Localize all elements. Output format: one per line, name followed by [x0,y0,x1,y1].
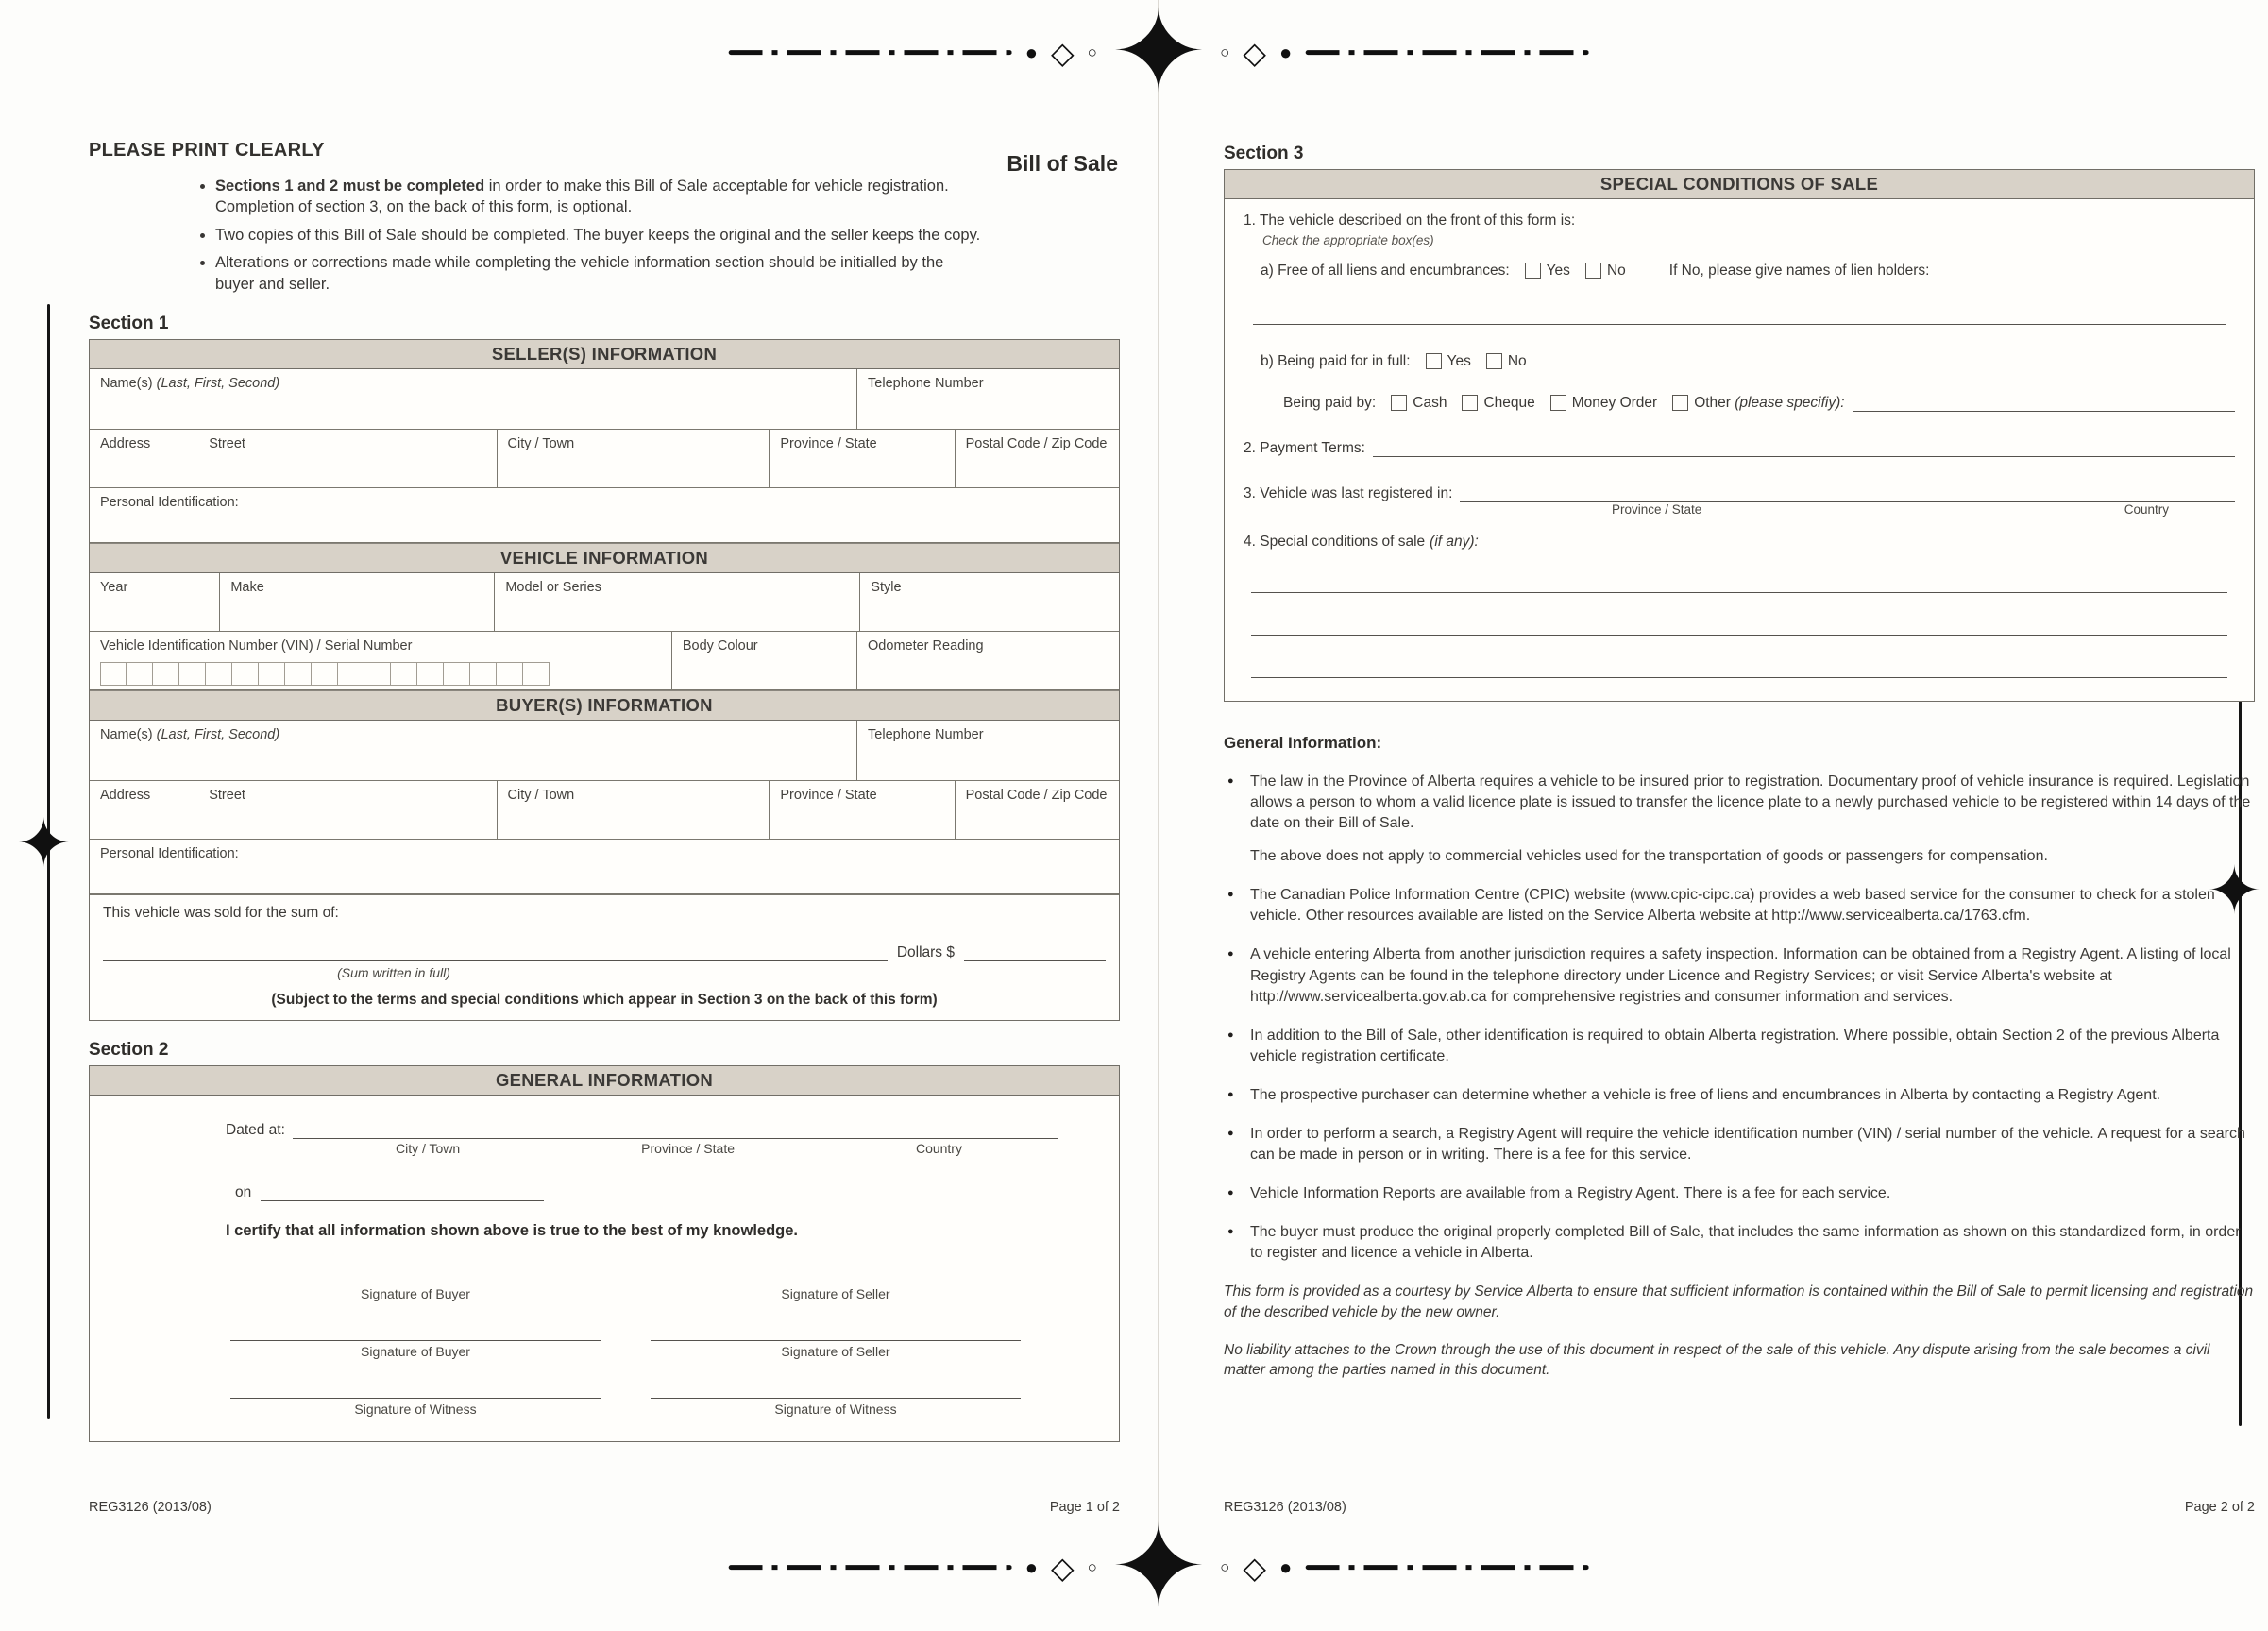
dated-at-label: Dated at: [226,1122,285,1139]
seller-personal-id-row [90,488,1119,543]
vin-box[interactable] [312,662,338,686]
four-point-star-icon: ✦ [1109,0,1208,117]
payment-terms-label: 2. Payment Terms: [1244,440,1365,456]
vin-box[interactable] [127,662,153,686]
dot-icon: ● [1024,1555,1038,1579]
diamond-icon: ◇ [1050,36,1075,70]
odometer-label: Odometer Reading [868,638,984,654]
special-conditions-field[interactable] [1251,619,2227,636]
circle-icon: ○ [1220,43,1230,62]
yes-label: Yes [1447,353,1471,369]
certify-statement: I certify that all information shown above is true to the best of my knowledge. [226,1222,799,1240]
if-no-label: If No, please give names of lien holders: [1668,263,1930,279]
center-crease-line [1158,0,1159,1596]
buyer-name-label: Name(s) [100,727,153,743]
section-3-content [1225,199,2254,701]
circle-icon: ○ [1087,1558,1097,1577]
signature-label: Signature of Witness [354,1402,477,1418]
vin-box[interactable] [232,662,259,686]
liens-yes-checkbox[interactable] [1525,263,1541,279]
signature-block [230,1326,601,1359]
info-bullet [1224,944,2255,1007]
country-label: Country [915,1141,962,1157]
buyer-province-label: Province / State [780,788,877,804]
seller-postal-label: Postal Code / Zip Code [965,436,1108,452]
instruction-item [215,225,984,246]
sum-written-field[interactable] [103,944,888,961]
odometer-field[interactable] [856,632,1119,689]
info-bullet [1224,772,2255,867]
special-conditions-field[interactable] [1251,661,2227,678]
page-2-footer [1224,1500,2255,1515]
paid-full-yes-checkbox[interactable] [1426,353,1442,369]
buyer-street-field[interactable] [90,781,497,839]
buyer-name-hint: (Last, First, Second) [156,727,280,743]
seller-phone-field[interactable] [856,369,1119,429]
instruction-text: in order to make this Bill of Sale acceptable for vehicle registration. Completion of section 3, on the back of this form, is optional. [215,178,949,216]
buyer-info-header: BUYER(S) INFORMATION [90,690,1119,721]
cash-label: Cash [1413,395,1447,411]
instruction-bold: Sections 1 and 2 must be completed [215,178,485,195]
other-specify-field[interactable] [1853,395,2235,412]
cash-checkbox[interactable] [1391,395,1407,411]
signature-label: Signature of Seller [781,1286,890,1302]
last-registered-label: 3. Vehicle was last registered in: [1244,485,1453,501]
buyer-postal-field[interactable] [955,781,1119,839]
cheque-checkbox[interactable] [1462,395,1478,411]
country-label: Country [2124,502,2169,517]
vin-box[interactable] [153,662,179,686]
signature-label: Signature of Buyer [361,1344,470,1360]
last-registered-sublabels [1612,502,2169,517]
vehicle-model-label: Model or Series [505,580,601,596]
buyer-signature-line[interactable] [230,1326,601,1341]
cheque-label: Cheque [1483,395,1535,411]
dash-dot-line [1305,51,1588,56]
vin-box[interactable] [179,662,206,686]
check-boxes-hint: Check the appropriate box(es) [1262,233,1434,247]
bullet-text: The prospective purchaser can determine whether a vehicle is free of liens and encumbrances in Alberta by contacting a Registry Agent. [1250,1086,2161,1103]
info-bullet [1224,885,2255,926]
money-order-label: Money Order [1571,395,1658,411]
info-bullet [1224,1026,2255,1067]
dated-at-sublabels [396,1141,962,1156]
form-number: REG3126 (2013/08) [1224,1500,1346,1515]
diamond-icon: ◇ [1243,1551,1267,1585]
vin-box[interactable] [523,662,550,686]
section-1-label: Section 1 [89,314,169,334]
seller-province-field[interactable] [769,430,954,487]
special-conditions-row [1244,534,2235,551]
vin-field[interactable] [90,632,671,689]
vin-box[interactable] [100,662,127,686]
dash-dot-line [1305,1566,1588,1571]
vehicle-row-2 [90,632,1119,690]
lien-holders-field[interactable] [1253,308,2226,325]
vehicle-style-label: Style [871,580,902,596]
vehicle-info-header: VEHICLE INFORMATION [90,543,1119,573]
section-2-label: Section 2 [89,1040,169,1061]
dollars-label: Dollars $ [896,944,955,961]
dash-dot-line [729,51,1012,56]
section-1-form [89,339,1120,1021]
vin-box[interactable] [497,662,523,686]
seller-name-label: Name(s) [100,376,153,392]
seller-name-field[interactable] [90,369,856,429]
buyer-personal-id-label: Personal Identification: [100,846,239,862]
no-label: No [1606,263,1626,279]
buyer-province-field[interactable] [769,781,954,839]
section-3-form [1224,169,2255,702]
section-2-content [90,1096,1119,1441]
page-number: Page 1 of 2 [1049,1500,1120,1515]
vin-box[interactable] [444,662,470,686]
instruction-text: Two copies of this Bill of Sale should be completed. The buyer keeps the original and the seller keeps the copy. [215,226,981,244]
diamond-icon: ◇ [1243,36,1267,70]
vehicle-year-label: Year [100,580,128,596]
info-bullet [1224,1183,2255,1204]
buyer-signature-line[interactable] [230,1268,601,1283]
buyer-personal-id-row [90,840,1119,894]
instruction-item [215,176,984,218]
buyer-city-label: City / Town [507,788,575,804]
seller-city-label: City / Town [507,436,575,452]
special-conditions-header: SPECIAL CONDITIONS OF SALE [1225,170,2254,199]
vehicle-make-field[interactable] [219,573,494,631]
vin-box[interactable] [470,662,497,686]
courtesy-notes [1224,1282,2255,1381]
payment-terms-field[interactable] [1373,440,2235,457]
circle-icon: ○ [1087,43,1097,62]
seller-personal-id-field[interactable] [90,488,1119,542]
dot-icon: ● [1024,41,1038,64]
yes-label: Yes [1546,263,1570,279]
province-state-label: Province / State [641,1141,735,1157]
paid-in-full-row [1261,353,2235,370]
signature-block [651,1384,1021,1417]
buyer-personal-id-field[interactable] [90,840,1119,893]
seller-city-field[interactable] [497,430,770,487]
dot-icon: ● [1279,1555,1293,1579]
bullet-note: The above does not apply to commercial vehicles used for the transportation of goods or passengers for compensation. [1250,848,2048,865]
liens-no-checkbox[interactable] [1585,263,1601,279]
circle-icon: ○ [1220,1558,1230,1577]
body-colour-field[interactable] [671,632,856,689]
buyer-address-row [90,781,1119,840]
signature-label: Signature of Seller [781,1344,890,1360]
diamond-icon: ◇ [1050,1551,1075,1585]
four-point-star-icon: ✦ [16,807,72,880]
vin-box[interactable] [206,662,232,686]
payment-terms-row [1244,440,2235,457]
buyer-city-field[interactable] [497,781,770,839]
courtesy-note: This form is provided as a courtesy by Service Alberta to ensure that sufficient information is contained within the Bill of Sale to permit licensing and registration of the described vehicle by the new owner. [1224,1283,2254,1321]
bullet-text: In addition to the Bill of Sale, other identification is required to obtain Alberta registration. Where possible, obtain Section 2 of the previous Alberta vehicle registration certificate. [1250,1027,2220,1064]
seller-province-label: Province / State [780,436,877,452]
form-number: REG3126 (2013/08) [89,1500,212,1515]
other-hint: (please specifiy): [1735,395,1845,411]
last-registered-field[interactable] [1460,485,2235,502]
other-label: Other [1694,395,1731,411]
signature-block [651,1326,1021,1359]
buyer-name-field[interactable] [90,721,856,780]
body-colour-label: Body Colour [682,638,758,654]
bullet-text: The Canadian Police Information Centre (CPIC) website (www.cpic-cipc.ca) provides a web based service for the consumer to check for a stolen vehicle. Other resources available are listed on the Service Alberta website at http://www.servicealberta.ca/1763.cfm. [1250,887,2215,925]
bullet-text: Vehicle Information Reports are available from a Registry Agent. There is a fee for each service. [1250,1185,1891,1202]
info-bullet [1224,1085,2255,1106]
instruction-text: Alterations or corrections made while completing the vehicle information section should be initialled by the buyer and seller. [215,254,944,293]
province-state-label: Province / State [1612,502,1702,517]
signature-row [230,1384,1021,1417]
buyer-phone-label: Telephone Number [868,727,984,743]
section-3-label: Section 3 [1224,144,1304,163]
four-point-star-icon: ✦ [2207,854,2262,927]
page-number: Page 2 of 2 [2184,1500,2255,1515]
liens-label: a) Free of all liens and encumbrances: [1261,263,1510,279]
info-bullet [1224,1124,2255,1165]
vin-box[interactable] [364,662,391,686]
liability-note: No liability attaches to the Crown through the use of this document in respect of the sale of this vehicle. Any dispute arising from the sale becomes a civil matter among the parties named in this document. [1224,1341,2210,1379]
buyer-postal-label: Postal Code / Zip Code [965,788,1108,804]
vin-label: Vehicle Identification Number (VIN) / Serial Number [100,638,413,654]
seller-name-hint: (Last, First, Second) [156,376,280,392]
vehicle-model-field[interactable] [494,573,859,631]
page-2 [1224,140,2255,1515]
seller-address-row [90,430,1119,488]
dated-at-row [226,1122,1058,1139]
date-row [235,1184,1087,1201]
signature-block [230,1268,601,1301]
vin-box[interactable] [259,662,285,686]
sum-line [103,944,1106,961]
bullet-text: The law in the Province of Alberta requires a vehicle to be insured prior to registration. Documentary proof of vehicle insurance is required. Legislation allows a person to whom a valid licence plate is issued to transfer the licence plate to a newly purchased vehicle to be registered within 14 days of the date on their Bill of Sale. [1250,773,2251,832]
last-registered-row [1244,485,2235,502]
four-point-star-icon: ✦ [1109,1503,1208,1631]
vin-box[interactable] [391,662,417,686]
signature-row [230,1268,1021,1301]
instructions-list [200,176,984,295]
signature-label: Signature of Witness [774,1402,897,1418]
general-information-list [1224,772,2255,1264]
section-2-form [89,1065,1120,1442]
vin-box[interactable] [285,662,312,686]
other-checkbox[interactable] [1672,395,1688,411]
buyer-phone-field[interactable] [856,721,1119,780]
special-conditions-label: 4. Special conditions of sale [1244,534,1426,550]
general-information-title: General Information: [1224,734,1382,752]
page-1-header [89,140,1120,174]
on-label: on [235,1184,252,1201]
paid-by-label: Being paid by: [1283,395,1377,411]
dollar-amount-field[interactable] [964,944,1106,961]
signature-row [230,1326,1021,1359]
page-1-footer [89,1500,1120,1515]
seller-signature-line[interactable] [651,1268,1021,1283]
page-1 [89,140,1120,1515]
vin-box[interactable] [338,662,364,686]
general-info-header: GENERAL INFORMATION [90,1066,1119,1096]
signature-label: Signature of Buyer [361,1286,470,1302]
sold-for-label: This vehicle was sold for the sum of: [103,905,339,922]
dated-at-field[interactable] [293,1122,1058,1139]
buyer-address-label: Address [100,788,151,804]
seller-signature-line[interactable] [651,1326,1021,1341]
sum-written-hint: (Sum written in full) [337,965,450,981]
buyer-name-row [90,721,1119,781]
no-label: No [1507,353,1527,369]
seller-phone-label: Telephone Number [868,376,984,392]
special-conditions-field[interactable] [1251,576,2227,593]
vin-boxes [100,662,661,686]
dash-dot-line [729,1566,1012,1571]
seller-personal-id-label: Personal Identification: [100,495,239,511]
seller-address-label: Address [100,436,151,452]
seller-street-field[interactable] [90,430,497,487]
paid-full-no-checkbox[interactable] [1486,353,1502,369]
buyer-street-label: Street [209,788,245,804]
special-conditions-hint: (if any): [1430,534,1479,550]
vehicle-make-label: Make [230,580,264,596]
vehicle-style-field[interactable] [859,573,1119,631]
info-bullet [1224,1222,2255,1264]
paid-in-full-label: b) Being paid for in full: [1261,353,1411,369]
top-ornament [729,0,1589,117]
bullet-text: The buyer must produce the original properly completed Bill of Sale, that includes the same information as shown on this standardized form, in order to register and licence a vehicle in Alberta. [1250,1224,2241,1262]
vin-box[interactable] [417,662,444,686]
vehicle-year-field[interactable] [90,573,219,631]
dot-icon: ● [1279,41,1293,64]
paid-by-row [1283,395,2235,412]
signature-block [651,1268,1021,1301]
instruction-item [215,252,984,295]
sale-sum-area [90,894,1119,1020]
seller-street-label: Street [209,436,245,452]
bullet-text: In order to perform a search, a Registry Agent will require the vehicle identification number (VIN) / serial number of the vehicle. A request for a search can be made in person or in writing. There is a fee for this service. [1250,1125,2245,1164]
form-title: Bill of Sale [1007,151,1118,176]
witness-signature-line[interactable] [230,1384,601,1399]
signatures-grid [230,1268,1021,1417]
subject-note: (Subject to the terms and special conditions which appear in Section 3 on the back of this form) [271,992,938,1009]
print-clearly-heading: PLEASE PRINT CLEARLY [89,140,325,161]
seller-info-header: SELLER(S) INFORMATION [90,340,1119,369]
date-field[interactable] [261,1184,544,1201]
witness-signature-line[interactable] [651,1384,1021,1399]
money-order-checkbox[interactable] [1550,395,1566,411]
seller-name-row [90,369,1119,430]
item-1-label: 1. The vehicle described on the front of this form is: [1244,212,1576,229]
seller-postal-field[interactable] [955,430,1119,487]
bullet-text: A vehicle entering Alberta from another jurisdiction requires a safety inspection. Information can be obtained from a Registry Agent. A listing of local Registry Agents can be found in the telephone directory under Licence and Registry Services; or visit Service Alberta's website at http://www.servicealberta.gov.ab.ca for comprehensive registries and consumer information and services. [1250,946,2231,1005]
city-town-label: City / Town [396,1141,461,1157]
liens-row [1261,263,2235,280]
vehicle-row-1 [90,573,1119,632]
signature-block [230,1384,601,1417]
